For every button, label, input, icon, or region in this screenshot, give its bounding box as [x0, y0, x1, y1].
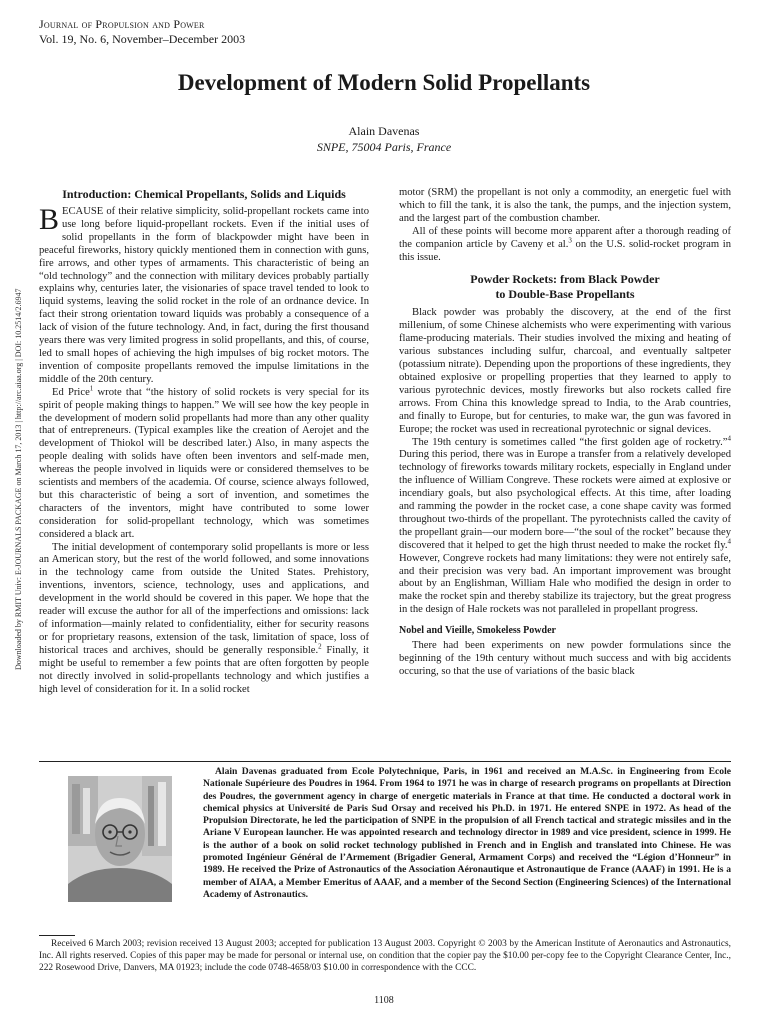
- author-name: Alain Davenas: [348, 124, 420, 138]
- golden-age-paragraph: The 19th century is sometimes called “the first golden age of rocketry.”$^4$ During this period, there was in Europe a transfer from a relatively developed technology of fireworks towards military rockets, especially in England under the influence of William Congreve. These rockets were aimed at explosive or incendiary goals, but also psychological effects. At this time, after loading and ramming the powder in the rocket case, a cone shape cavity was formed throughout two-thirds of the propellant. The pyrotechnists called the cavity of the propellant grain—our modern bore—“the soul of the rocket” because they discovered that it helped to get the high thrust needed to make the rocket fly.$^4$ However, Congreve rockets had many limitations: they were not entirely safe, and their precision was very bad. An important improvement was brought about by an Englishman, William Hale who modified the design in order to make the rocket spin and thereby stabilize its trajectory, but the great progress in the design of Hale rockets was not paralleled in propellant progress.: [399, 433, 731, 616]
- copyright-symbol: ©: [478, 939, 486, 949]
- bio-text: Alain Davenas graduated from Ecole Polytechnique, Paris, in 1961 and received an M.A.Sc. in Engineering from Ecole Nationale Supérieure des Poudres in 1964. From 1964 to 1971 he was in charge of research programs on propellants at Direction des Poudres, the government agency in charge of energetic materials in France at that time. He conducted a doctoral work in chemical physics at Université de Paris Sud Orsay and received his Ph.D. in 1971. He entered SNPE in 1972. As head of the Propulsion Directorate, he led the participation of SNPE in the propulsion of all French tactical and strategic missiles and in the Ariane V European launcher. He was appointed research and technology director in 1989 and vice president, science in 1999. He is the author of a book on solid rocket technology published in French and in English and translated into Chinese. He was promoted Ingénieur Général de l’Armement (Brigadier General, Armament Corps) and received the “Légion d’Honneur” in 1989. He received the Prize of Astronautics of the Association Aéronautique et Astronautique de France (AAAF) in 1991. He is a member of AIAA, a Member Emeritus of AAAF, and a member of the Second Section (Engineering Sciences) of the International Academy of Astronautics.: [203, 766, 731, 900]
- right-paragraph-1: motor (SRM) the propellant is not only a commodity, an energetic fuel with which to fill the tank, it is also the tank, the pumps, and the injection system, and the largest part of the combustion chamber.: [399, 187, 731, 224]
- intro-paragraph-2: Ed Price$^1$ wrote that “the history of solid rockets is very special for its spirit of people making things to happen.” We will see how the key people in the development of modern solid propellants had more than any other quality that of entrepreneurs. (Typical examples like the creation of Aerojet and the development of Thiokol will be described later.) Also, in many aspects the people dealing with solids have often been inventors and self-made men, whereas the people involved in liquids were or considered themselves to be scientists and members of the academia. Of course, science always followed, but this characteristic of being a sort of invention, and sometimes the characters of the inventors, might have contributed to some lower consideration for solid-propellant technology, which was sometimes considered a black art.: [39, 384, 369, 540]
- drop-cap: B: [39, 203, 60, 236]
- subsection-heading: Nobel and Vieille, Smokeless Powder: [399, 625, 556, 637]
- left-column: [39, 187, 369, 696]
- author-photo: [68, 776, 172, 902]
- reference-marker[interactable]: 2: [318, 642, 322, 651]
- intro-heading: Introduction: Chemical Propellants, Solids and Liquids: [62, 187, 346, 201]
- author-biography: [203, 766, 731, 901]
- footnote-rule: [39, 935, 75, 936]
- reference-marker[interactable]: 1: [89, 384, 94, 393]
- article-title: Development of Modern Solid Propellants: [177, 70, 591, 95]
- author-affiliation: SNPE, 75004 Paris, France: [316, 140, 452, 154]
- received-footnote: Received 6 March 2003; revision received 13 August 2003; accepted for publication 13 August 2003. Copyright © 2003 by the American Institute of Aeronautics and Astronautics, Inc. All rights reserved. Copies of this paper may be made for personal or internal use, on condition that the copier pay the $10.00 per-copy fee to the Copyright Clearance Center, Inc., 222 Rosewood Drive, Danvers, MA 01923; include the code 0748-4658/03 $10.00 in correspondence with the CCC.: [39, 939, 731, 973]
- right-paragraph-2: All of these points will become more apparent after a thorough reading of the companion article by Caveny et al.$^3$ on the U.S. solid-rocket program in this issue.: [399, 225, 732, 263]
- reference-marker[interactable]: 4: [727, 537, 731, 546]
- reference-marker[interactable]: 3: [568, 236, 572, 245]
- bio-divider: [39, 761, 731, 762]
- journal-volume: Vol. 19, No. 6, November–December 2003: [39, 32, 246, 46]
- portrait-image: [68, 776, 172, 902]
- black-powder-paragraph: Black powder was probably the discovery, at the end of the first millenium, of some Chinese alchemists who were experimenting with various flame-producing materials. Their studies involved the mixing and heating of various substances including sulfur, charcoal, and eventually saltpeter (potassium nitrate). Depending upon the proportions of these ingredients, they obtained explosive or propelling properties that they learned to apply to various pyrotechnic devices, mostly fireworks but also rockets called fire arrows. From China this knowledge spread to India, to the Arab countries, and finally to Europe, but for centuries, to make war, the gun was favored in Europe; the rocket was used in recreational pyrotechnic or signal devices.: [399, 307, 731, 435]
- journal-header: [39, 17, 245, 47]
- intro-paragraph-1: BECAUSE of their relative simplicity, solid-propellant rockets came into use long before liquid-propellant rockets. Even if the initial uses of solid propellants in the form of blackpowder might have been in peaceful fireworks, history quickly mentioned them in connection with guns, fire arrows, and other types of armaments. This characteristic of being an “old technology” and the connection with military devices probably partially explains why, centuries later, the visionaries of space travel tended to look to liquid systems, leaving the solid rocket in the role of an ordnance device. In fact their strong orientation toward liquids was probably a consequence of a lack of vision of the future technology. And, in fact, during the first thousand years there was very limited progress in solid propellants, and this, of course, led to small hopes of achieving the high impulses of big rocket motors. The invention of composite propellants removed the impulse limitations in the middle of the 20th century.: [39, 203, 369, 385]
- section-heading: Powder Rockets: from Black Powder to Double-Base Propellants: [470, 272, 660, 301]
- download-note: Downloaded by RMIT Univ: E-JOURNALS PACKAGE on March 17, 2013 | http://arc.aiaa.org | DOI: 10.2514/2.6947: [14, 288, 23, 670]
- smokeless-powder-paragraph: There had been experiments on new powder formulations since the beginning of the 19th century without much success and with big accidents occuring, so that the use of variations of the basic black: [399, 640, 731, 677]
- page-number: 1108: [374, 995, 394, 1006]
- intro-paragraph-3: The initial development of contemporary solid propellants is more or less an American story, but the rest of the world followed, and some innovations in the technology came from outside the United States. Prehistory, inventions, inventors, science, technology, uses and applications, and development in the world should be covered in this paper. We hope that the reader will excuse the author for all of the imperfections and omissions: lack of information—mainly related to confidentiality, either for security reasons or for proprietary reasons, extension of the task, limitation of space, loss of historical traces and archives, should be generally responsible.$^2$ Finally, it might be useful to remember a few points that are often forgotten by people not directly involved in solid-propellants technology and which justifies a high level of consideration for it. In a solid rocket: [39, 541, 369, 695]
- reference-marker[interactable]: 4: [727, 433, 731, 442]
- journal-name: Journal of Propulsion and Power: [39, 17, 205, 31]
- right-column: [399, 187, 731, 679]
